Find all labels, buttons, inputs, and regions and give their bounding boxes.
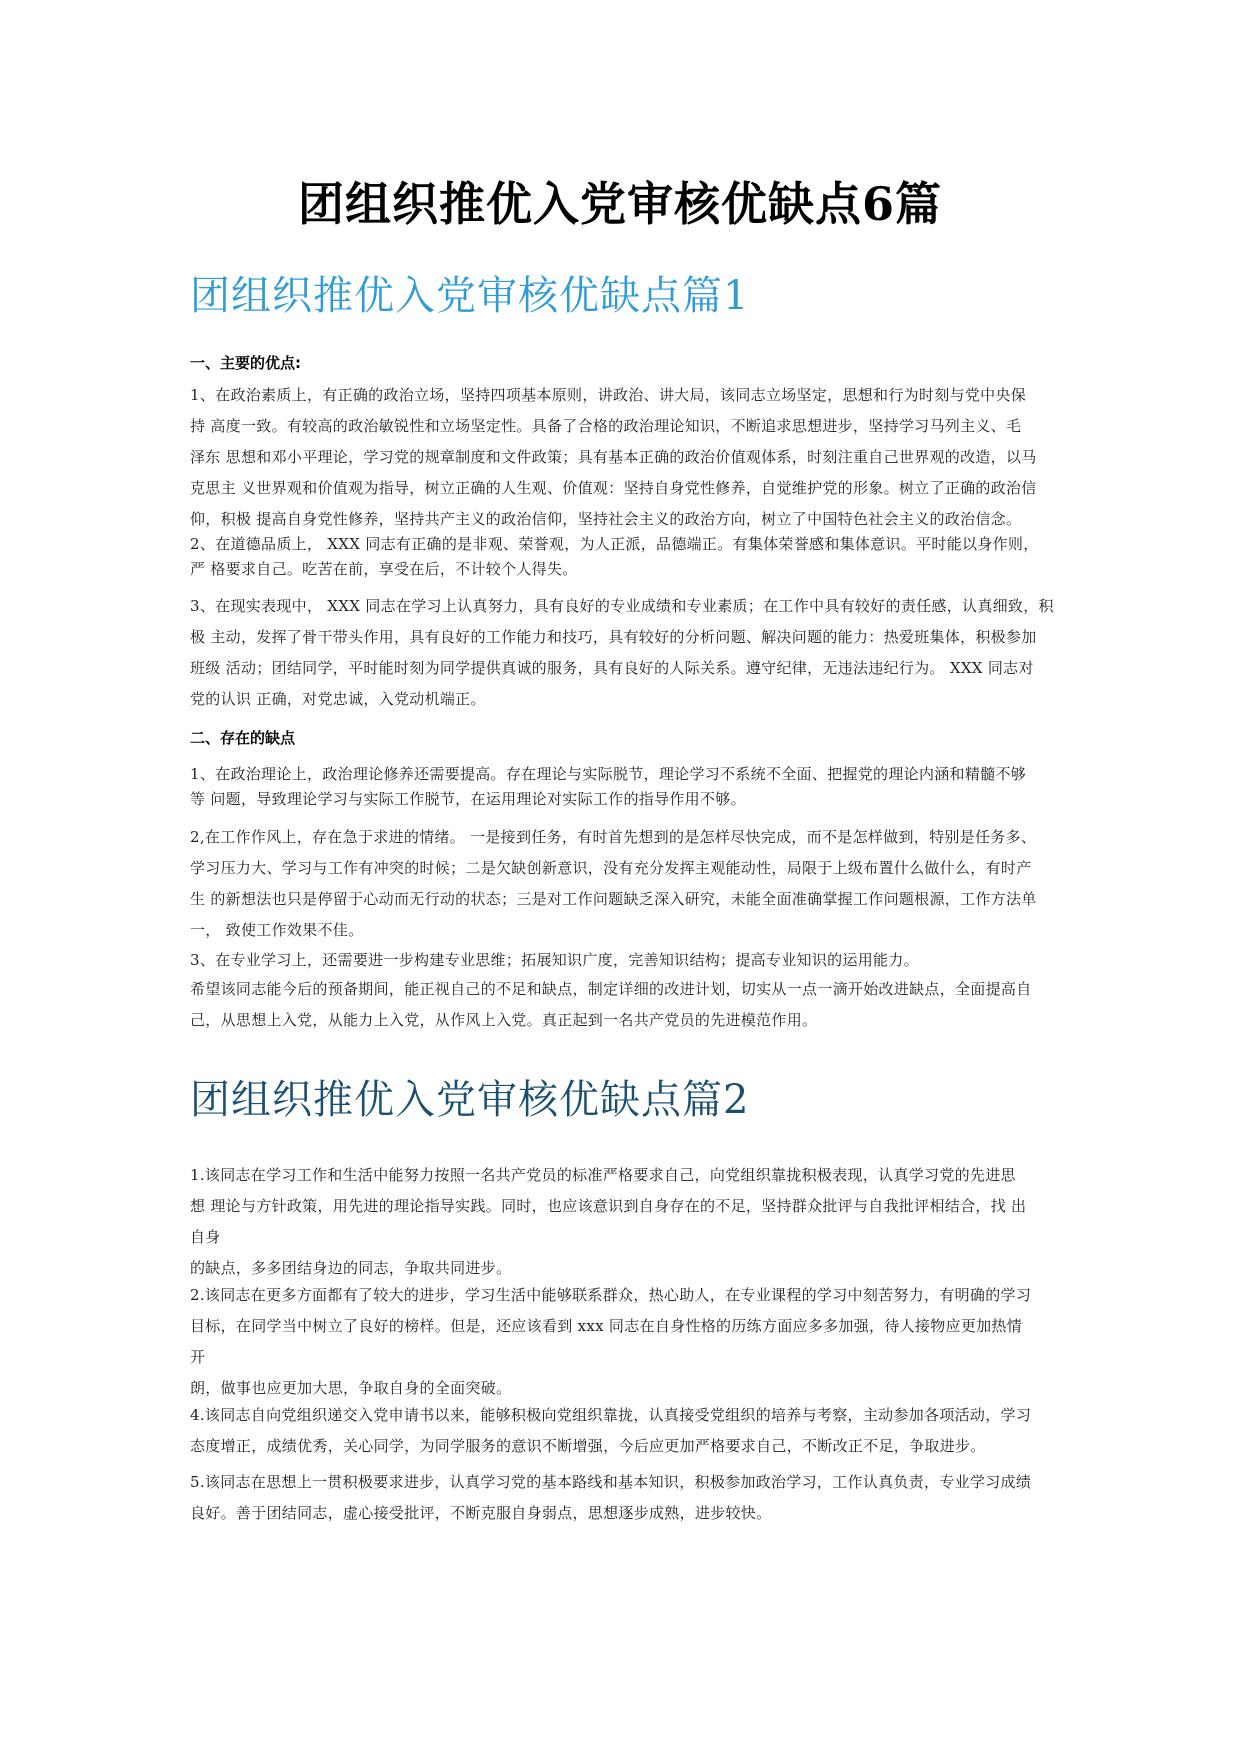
chapter-1-title: 团组织推优入党审核优缺点篇1 bbox=[190, 273, 750, 319]
paragraph-comment-2 bbox=[190, 1280, 1060, 1404]
paragraph-line: 1、在政治理论上，政治理论修养还需要提高。存在理论与实际脱节，理论学习不系统不全面、把握党的理论内涵和精髓不够 bbox=[190, 765, 1027, 783]
paragraph-comment-5 bbox=[190, 1467, 1060, 1529]
section-heading-strengths: 一、主要的优点: bbox=[190, 354, 301, 372]
paragraph-line: 自身 bbox=[190, 1228, 221, 1246]
paragraph-political-quality bbox=[190, 380, 1060, 535]
paragraph-political-theory bbox=[190, 762, 1060, 812]
paragraph-work-style bbox=[190, 822, 1060, 946]
paragraph-comment-1 bbox=[190, 1160, 1060, 1284]
paragraph-line: 的缺点，多多团结身边的同志，争取共同进步。 bbox=[190, 1259, 512, 1277]
paragraph-line: 学习压力大、学习与工作有冲突的时候；二是欠缺创新意识，没有充分发挥主观能动性，局限于上级布置什么做什么，有时产 bbox=[190, 859, 1032, 877]
paragraph-line: 3、在现实表现中， XXX 同志在学习上认真努力，具有良好的专业成绩和专业素质；在工作中具有较好的责任感，认真细致，积 bbox=[190, 597, 1054, 615]
paragraph-line: 2,在工作作风上，存在急于求进的情绪。 一是接到任务，有时首先想到的是怎样尽快完成，而不是怎样做到，特别是任务多、 bbox=[190, 828, 1037, 846]
paragraph-expectation bbox=[190, 974, 1060, 1036]
paragraph-line: 己，从思想上入党，从能力上入党，从作风上入党。真正起到一名共产党员的先进模范作用。 bbox=[190, 1011, 818, 1029]
paragraph-line: 党的认识 正确，对党忠诚，入党动机端正。 bbox=[190, 690, 486, 708]
paragraph-line: 2、在道德品质上， XXX 同志有正确的是非观、荣誉观，为人正派，品德端正。有集体荣誉感和集体意识。平时能以身作则， bbox=[190, 535, 1039, 553]
paragraph-line: 克思主 义世界观和价值观为指导，树立正确的人生观、价值观：坚持自身党性修养，自觉维护党的形象。树立了正确的政治信 bbox=[190, 479, 1037, 497]
paragraph-line: 朗，做事也应更加大思，争取自身的全面突破。 bbox=[190, 1379, 512, 1397]
paragraph-professional-study bbox=[190, 948, 1060, 973]
paragraph-line: 目标，在同学当中树立了良好的榜样。但是，还应该看到 xxx 同志在自身性格的历练方面应多多加强，待人接物应更加热情 bbox=[190, 1317, 1023, 1335]
chapter-2-title: 团组织推优入党审核优缺点篇2 bbox=[190, 1077, 750, 1123]
paragraph-line: 4.该同志自向党组织递交入党申请书以来，能够积极向党组织靠拢，认真接受党组织的培养与考察，主动参加各项活动，学习 bbox=[190, 1406, 1032, 1424]
paragraph-line: 持 高度一致。有较高的政治敏锐性和立场坚定性。具备了合格的政治理论知识，不断追求思想进步，坚持学习马列主义、毛 bbox=[190, 417, 1022, 435]
paragraph-line: 2.该同志在更多方面都有了较大的进步，学习生活中能够联系群众，热心助人，在专业课程的学习中刻苦努力，有明确的学习 bbox=[190, 1286, 1032, 1304]
paragraph-line: 希望该同志能今后的预备期间，能正视自己的不足和缺点，制定详细的改进计划，切实从一点一滴开始改进缺点，全面提高自 bbox=[190, 980, 1032, 998]
paragraph-line: 态度增正，成绩优秀，关心同学，为同学服务的意识不断增强，今后应更加严格要求自己，不断改正不足，争取进步。 bbox=[190, 1437, 986, 1455]
paragraph-line: 良好。善于团结同志，虚心接受批评，不断克服自身弱点，思想逐步成熟，进步较快。 bbox=[190, 1504, 772, 1522]
paragraph-line: 仰，积极 提高自身党性修养，坚持共产主义的政治信仰，坚持社会主义的政治方向，树立了中国特色社会主义的政治信念。 bbox=[190, 510, 1022, 528]
paragraph-line: 1.该同志在学习工作和生活中能努力按照一名共产党员的标准严格要求自己，向党组织靠拢积极表现，认真学习党的先进思 bbox=[190, 1166, 1016, 1184]
paragraph-line: 等 问题，导致理论学习与实际工作脱节，在运用理论对实际工作的指导作用不够。 bbox=[190, 790, 746, 808]
paragraph-performance bbox=[190, 591, 1060, 715]
paragraph-comment-4 bbox=[190, 1400, 1060, 1462]
paragraph-line: 泽东 思想和邓小平理论，学习党的规章制度和文件政策；具有基本正确的政治价值观体系，时刻注重自己世界观的改造，以马 bbox=[190, 448, 1037, 466]
paragraph-line: 想 理论与方针政策，用先进的理论指导实践。同时，也应该意识到自身存在的不足，坚持群众批评与自我批评相结合，找 出 bbox=[190, 1197, 1027, 1215]
section-heading-weaknesses: 二、存在的缺点 bbox=[190, 729, 296, 747]
paragraph-line: 一， 致使工作效果不佳。 bbox=[190, 921, 364, 939]
paragraph-line: 开 bbox=[190, 1348, 206, 1366]
paragraph-line: 5.该同志在思想上一贯积极要求进步，认真学习党的基本路线和基本知识，积极参加政治学习，工作认真负责，专业学习成绩 bbox=[190, 1473, 1032, 1491]
paragraph-line: 1、在政治素质上，有正确的政治立场，坚持四项基本原则，讲政治、讲大局，该同志立场坚定，思想和行为时刻与党中央保 bbox=[190, 386, 1027, 404]
paragraph-line: 生 的新想法也只是停留于心动而无行动的状态；三是对工作问题缺乏深入研究，未能全面准确掌握工作问题根源，工作方法单 bbox=[190, 890, 1037, 908]
paragraph-moral-quality bbox=[190, 532, 1060, 582]
paragraph-line: 3、在专业学习上，还需要进一步构建专业思维；拓展知识广度，完善知识结构；提高专业知识的运用能力。 bbox=[190, 951, 919, 969]
paragraph-line: 严 格要求自己。吃苦在前，享受在后，不计较个人得失。 bbox=[190, 560, 578, 578]
paragraph-line: 班级 活动；团结同学，平时能时刻为同学提供真诚的服务，具有良好的人际关系。遵守纪律，无违法违纪行为。 XXX 同志对 bbox=[190, 659, 1034, 677]
document-title: 团组织推优入党审核优缺点6篇 bbox=[297, 177, 942, 231]
paragraph-line: 极 主动，发挥了骨干带头作用，具有良好的工作能力和技巧，具有较好的分析问题、解决问题的能力：热爱班集体，积极参加 bbox=[190, 628, 1037, 646]
